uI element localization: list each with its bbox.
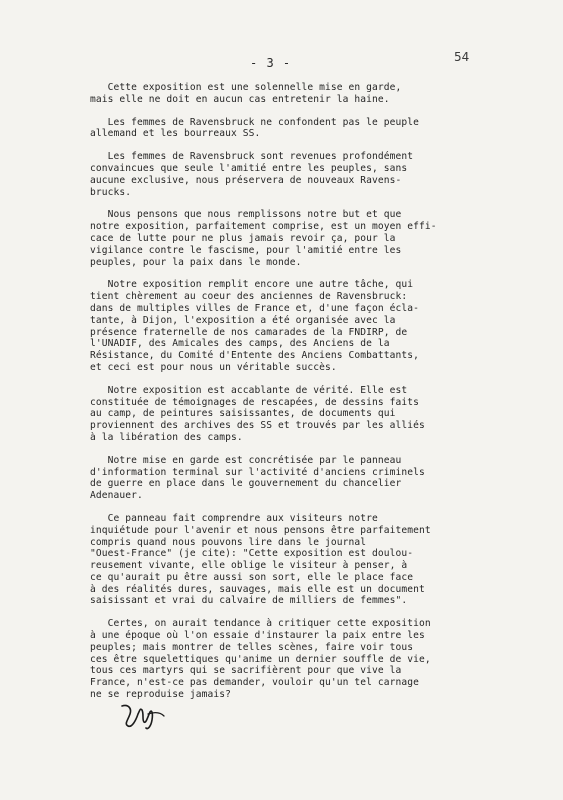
paragraph [90, 117, 510, 141]
paragraph [90, 279, 510, 373]
text-line: ces être squelettiques qu'anime un dernier souffle de vie, [90, 653, 431, 665]
text-line: dans de multiples villes de France et, d'une façon écla- [90, 302, 420, 314]
page-number: - 3 - [250, 56, 292, 70]
archive-number: 54 [454, 50, 470, 64]
text-line: brucks. [90, 186, 132, 198]
document-body [90, 82, 510, 712]
text-line: vigilance contre le fascisme, pour l'amitié entre les [90, 244, 402, 256]
text-line: convaincues que seule l'amitié entre les peuples, sans [90, 162, 408, 174]
paragraph [90, 618, 510, 701]
text-line: proviennent des archives des SS et trouvés par les alliés [90, 420, 425, 432]
text-line: mais elle ne doit en aucun cas entretenir la haine. [90, 93, 390, 105]
text-line: compris quand nous pouvons lire dans le journal [90, 536, 367, 548]
text-line: reusement vivante, elle oblige le visiteur à penser, à [90, 560, 408, 572]
paragraph [90, 513, 510, 607]
text-line: "Ouest-France" (je cite): "Cette exposition est doulou- [90, 548, 414, 560]
text-line: Les femmes de Ravensbruck sont revenues profondément [90, 151, 414, 163]
text-line: Résistance, du Comité d'Entente des Anciens Combattants, [90, 350, 420, 362]
text-line: à une époque où l'on essaie d'instaurer la paix entre les [90, 630, 425, 642]
text-line: Cette exposition est une solennelle mise en garde, [90, 82, 402, 93]
text-line: saisissant et vrai du calvaire de milliers de femmes". [90, 595, 408, 607]
text-line: d'information terminal sur l'activité d'anciens criminels [90, 466, 425, 478]
text-line: tous ces martyrs qui se sacrifièrent pour que vive la [90, 665, 402, 677]
text-line: tante, à Dijon, l'exposition a été organisée avec la [90, 314, 396, 326]
text-line: Notre exposition remplit encore une autre tâche, qui [90, 279, 414, 291]
paragraph [90, 385, 510, 444]
text-line: cace de lutte pour ne plus jamais revoir ça, pour la [90, 232, 396, 244]
text-line: constituée de témoignages de rescapées, de dessins faits [90, 396, 420, 408]
handwritten-initials [118, 700, 168, 732]
text-line: à des réalités dures, sauvages, mais elle est un document [90, 583, 425, 595]
text-line: ce qu'aurait pu être aussi son sort, elle le place face [90, 571, 414, 583]
paragraph [90, 209, 510, 268]
paragraph [90, 82, 510, 106]
text-line: Certes, on aurait tendance à critiquer cette exposition [90, 618, 431, 630]
text-line: à la libération des camps. [90, 431, 243, 443]
text-line: Adenauer. [90, 490, 143, 502]
text-line: Les femmes de Ravensbruck ne confondent pas le peuple [90, 116, 420, 128]
text-line: Nous pensons que nous remplissons notre but et que [90, 209, 402, 221]
text-line: présence fraternelle de nos camarades de la FNDIRP, de [90, 326, 408, 338]
text-line: ne se reproduise jamais? [90, 689, 232, 701]
text-line: et ceci est pour nous un véritable succès. [90, 361, 337, 373]
text-line: France, n'est-ce pas demander, vouloir qu'un tel carnage [90, 677, 420, 689]
text-line: aucune exclusive, nous préservera de nouveaux Ravens- [90, 174, 402, 186]
text-line: Ce panneau fait comprendre aux visiteurs notre [90, 512, 378, 524]
paragraph [90, 151, 510, 198]
text-line: l'UNADIF, des Amicales des camps, des Anciens de la [90, 338, 390, 350]
text-line: tient chèrement au coeur des anciennes de Ravensbruck: [90, 291, 408, 303]
text-line: Notre mise en garde est concrétisée par le panneau [90, 454, 402, 466]
text-line: peuples; mais montrer de telles scènes, faire voir tous [90, 641, 414, 653]
text-line: notre exposition, parfaitement comprise, est un moyen effi- [90, 221, 437, 233]
text-line: allemand et les bourreaux SS. [90, 128, 261, 140]
text-line: inquiétude pour l'avenir et nous pensons être parfaitement [90, 524, 431, 536]
text-line: peuples, pour la paix dans le monde. [90, 256, 302, 268]
paragraph [90, 455, 510, 502]
text-line: de guerre en place dans le gouvernement du chancelier [90, 478, 402, 490]
text-line: Notre exposition est accablante de vérité. Elle est [90, 384, 408, 396]
text-line: au camp, de peintures saisissantes, de documents qui [90, 408, 396, 420]
